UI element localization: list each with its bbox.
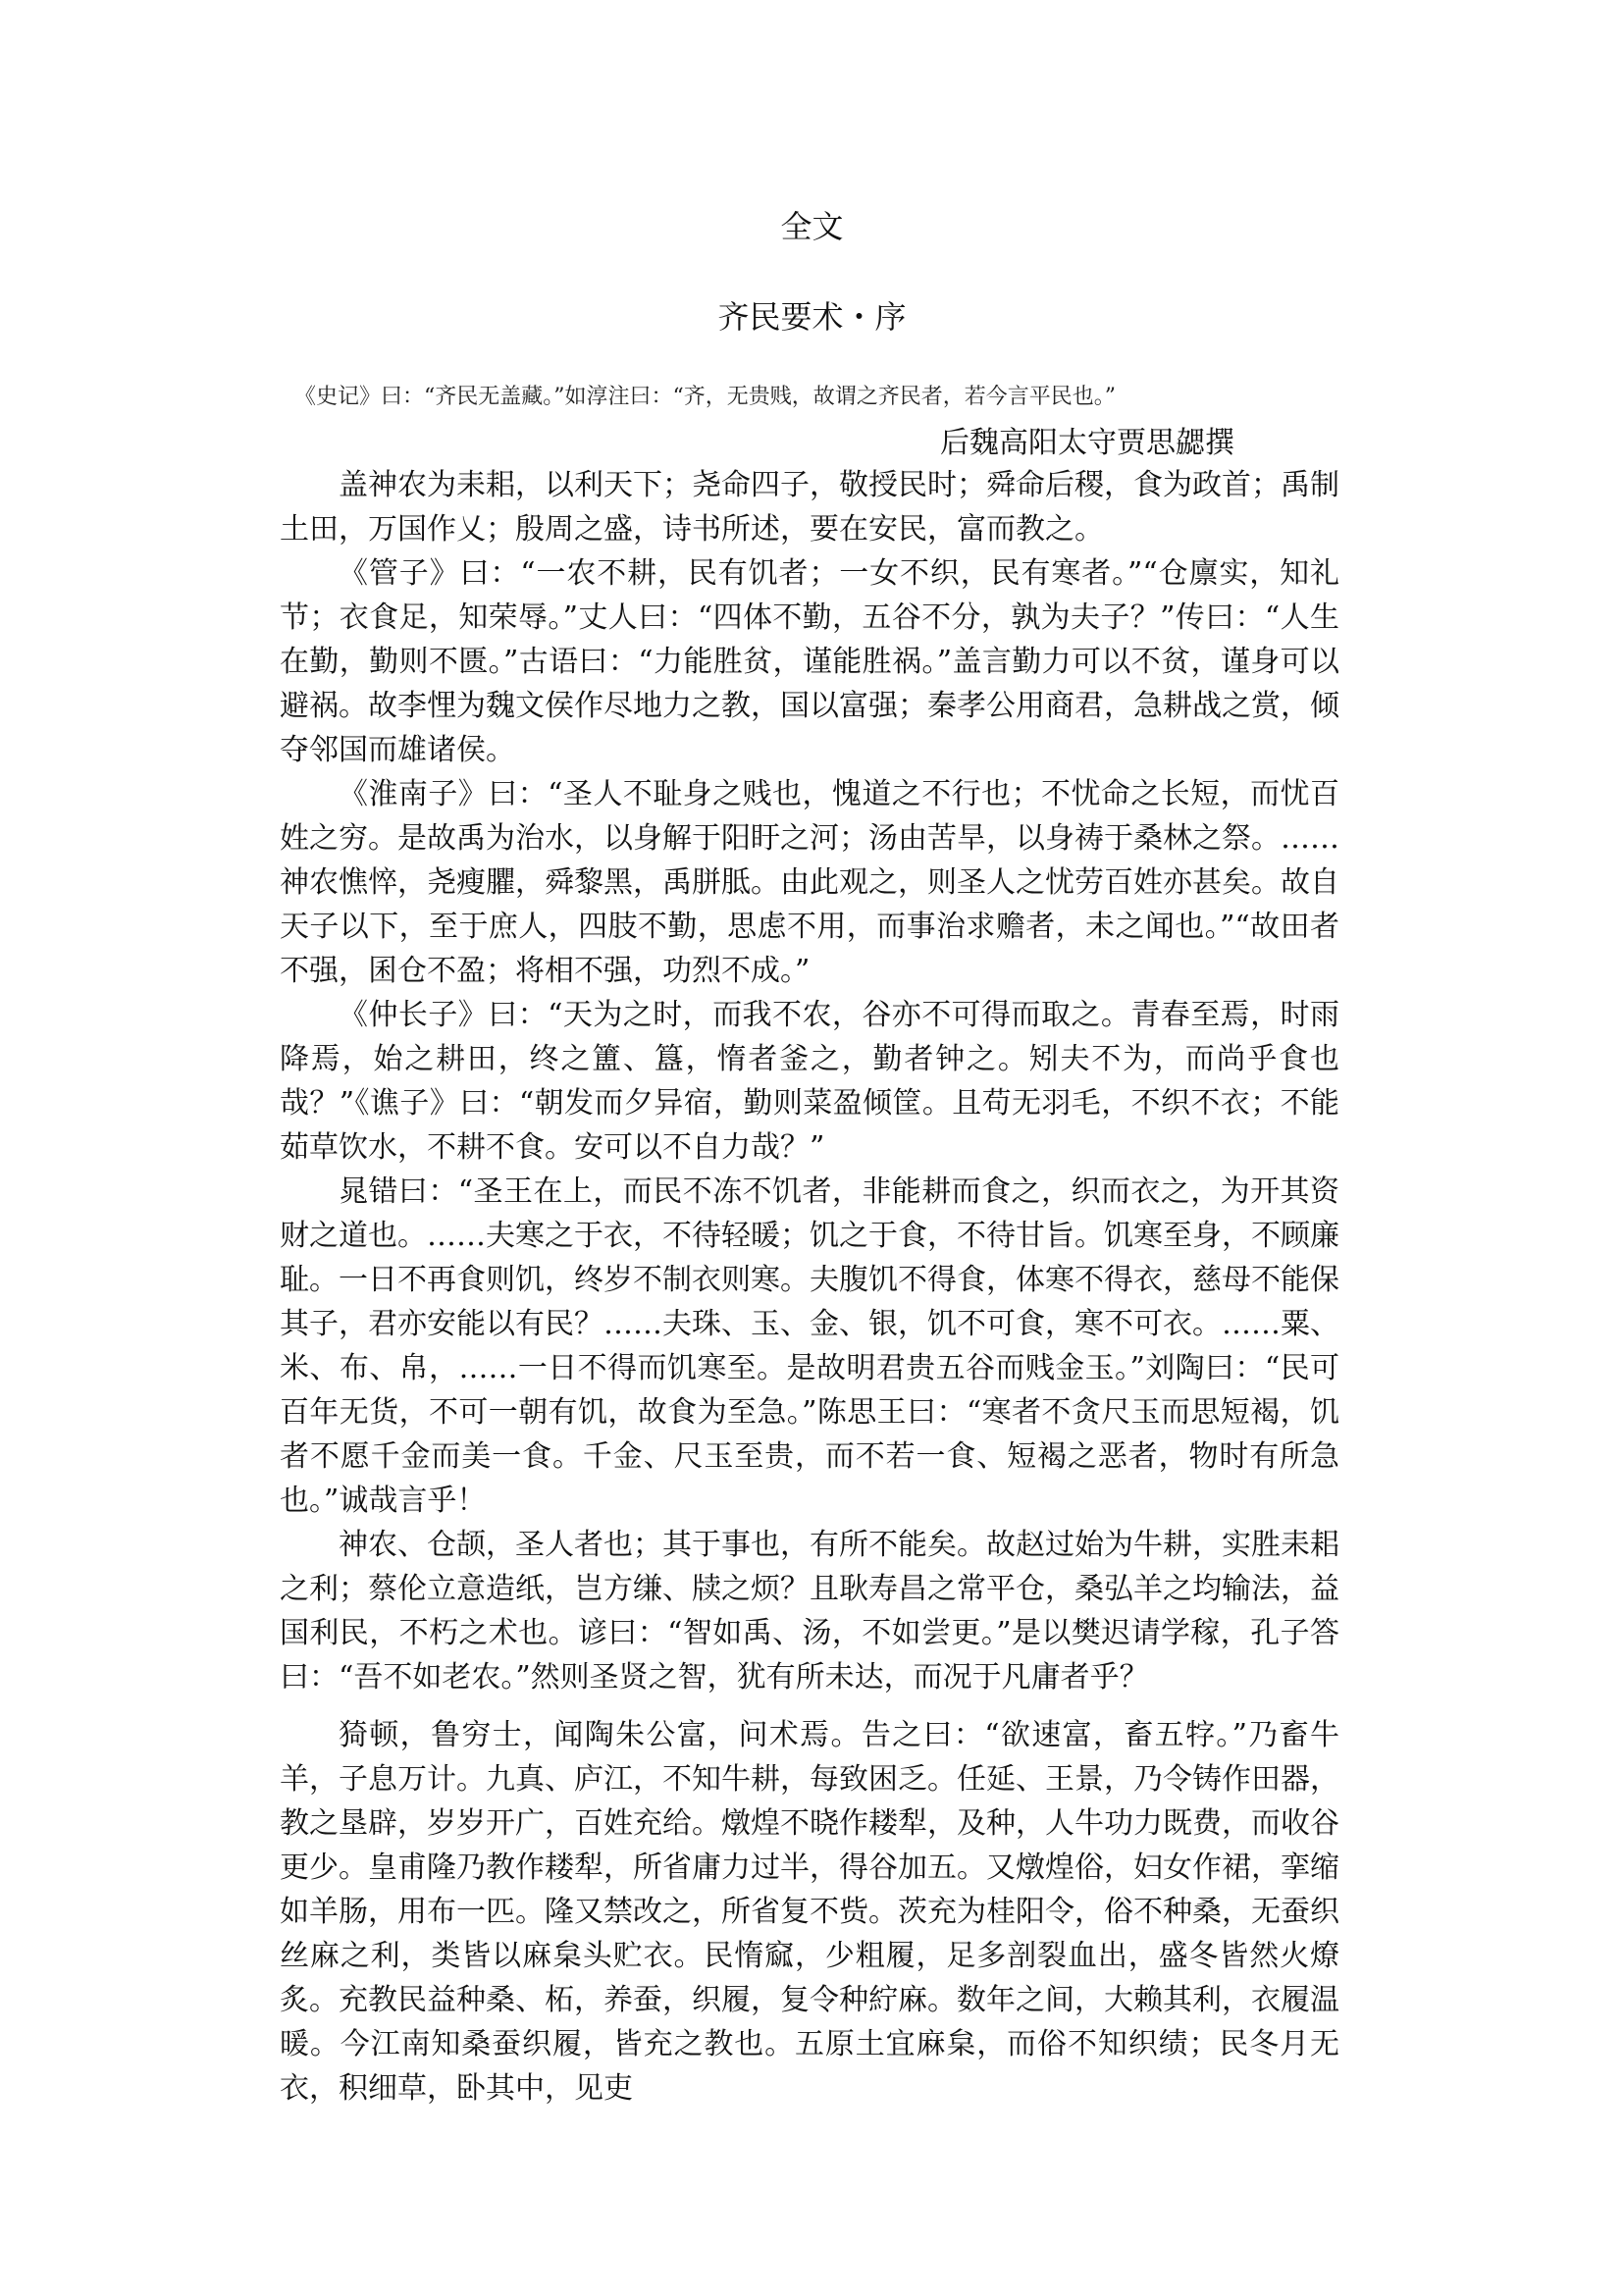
body-text <box>280 463 1339 2111</box>
paragraph: 晁错曰：“圣王在上，而民不冻不饥者，非能耕而食之，织而衣之，为开其资财之道也。……夫寒之于衣，不待轻暖；饥之于食，不待甘旨。饥寒至身，不顾廉耻。一日不再食则饥，终岁不制衣则寒。夫腹饥不得食，体寒不得衣，慈母不能保其子，君亦安能以有民？……夫珠、玉、金、银，饥不可食，寒不可衣。……粟、米、布、帛，……一日不得而饥寒至。是故明君贵五谷而贱金玉。”刘陶曰：“民可百年无货，不可一朝有饥，故食为至急。”陈思王曰：“寒者不贪尺玉而思短褐，饥者不愿千金而美一食。千金、尺玉至贵，而不若一食、短褐之恶者，物时有所急也。”诚哉言乎！ <box>280 1174 1339 1518</box>
paragraph: 神农、仓颉，圣人者也；其于事也，有所不能矣。故赵过始为牛耕，实胜耒耜之利；蔡伦立意造纸，岂方缣、牍之烦？且耿寿昌之常平仓，桑弘羊之均输法，益国利民，不朽之术也。谚曰：“智如禹、汤，不如尝更。”是以樊迟请学稼，孔子答曰：“吾不如老农。”然则圣贤之智，犹有所未达，而况于凡庸者乎？ <box>280 1528 1339 1694</box>
paragraph: 盖神农为耒耜，以利天下；尧命四子，敬授民时；舜命后稷，食为政首；禹制土田，万国作乂；殷周之盛，诗书所述，要在安民，富而教之。 <box>280 468 1339 547</box>
paragraph: 猗顿，鲁穷士，闻陶朱公富，问术焉。告之曰：“欲速富，畜五牸。”乃畜牛羊，子息万计。九真、庐江，不知牛耕，每致困乏。任延、王景，乃令铸作田器，教之垦辟，岁岁开广，百姓充给。燉煌不晓作耧犁，及种，人牛功力既费，而收谷更少。皇甫隆乃教作耧犁，所省庸力过半，得谷加五。又燉煌俗，妇女作裙，挛缩如羊肠，用布一匹。隆又禁改之，所省复不赀。茨充为桂阳令，俗不种桑，无蚕织丝麻之利，类皆以麻枲头贮衣。民惰窳，少粗履，足多剖裂血出，盛冬皆然火燎炙。充教民益种桑、柘，养蚕，织履，复令种紵麻。数年之间，大赖其利，衣履温暖。今江南知桑蚕织履，皆充之教也。五原土宜麻枲，而俗不知织绩；民冬月无衣，积细草，卧其中，见吏 <box>280 1718 1339 2106</box>
preface-note: 《史记》曰：“齐民无盖藏。”如淳注曰：“齐，无贵贱，故谓之齐民者，若今言平民也。” <box>294 385 1116 409</box>
page-title: 全文 <box>780 208 844 245</box>
paragraph: 《管子》曰：“一农不耕，民有饥者；一女不织，民有寒者。”“仓廪实，知礼节；衣食足，知荣辱。”丈人曰：“四体不勤，五谷不分，孰为夫子？”传曰：“人生在勤，勤则不匮。”古语曰：“力能胜贫，谨能胜祸。”盖言勤力可以不贫，谨身可以避祸。故李悝为魏文侯作尽地力之教，国以富强；秦孝公用商君，急耕战之赏，倾夺邻国而雄诸侯。 <box>280 556 1339 767</box>
paragraph: 《淮南子》曰：“圣人不耻身之贱也，愧道之不行也；不忧命之长短，而忧百姓之穷。是故禹为治水，以身解于阳盱之河；汤由苦旱，以身祷于桑林之祭。……神农憔悴，尧瘦臞，舜黎黑，禹胼胝。由此观之，则圣人之忧劳百姓亦甚矣。故自天子以下，至于庶人，四肢不勤，思虑不用，而事治求赡者，未之闻也。”“故田者不强，囷仓不盈；将相不强，功烈不成。” <box>280 777 1339 988</box>
section-title: 齐民要术・序 <box>717 298 907 336</box>
author-line: 后魏高阳太守贾思勰撰 <box>940 426 1234 460</box>
paragraph: 《仲长子》曰：“天为之时，而我不农，谷亦不可得而取之。青春至焉，时雨降焉，始之耕田，终之簠、簋，惰者釜之，勤者钟之。矧夫不为，而尚乎食也哉？”《谯子》曰：“朝发而夕异宿，勤则菜盈倾筐。且苟无羽毛，不织不衣；不能茹草饮水，不耕不食。安可以不自力哉？” <box>280 998 1339 1165</box>
